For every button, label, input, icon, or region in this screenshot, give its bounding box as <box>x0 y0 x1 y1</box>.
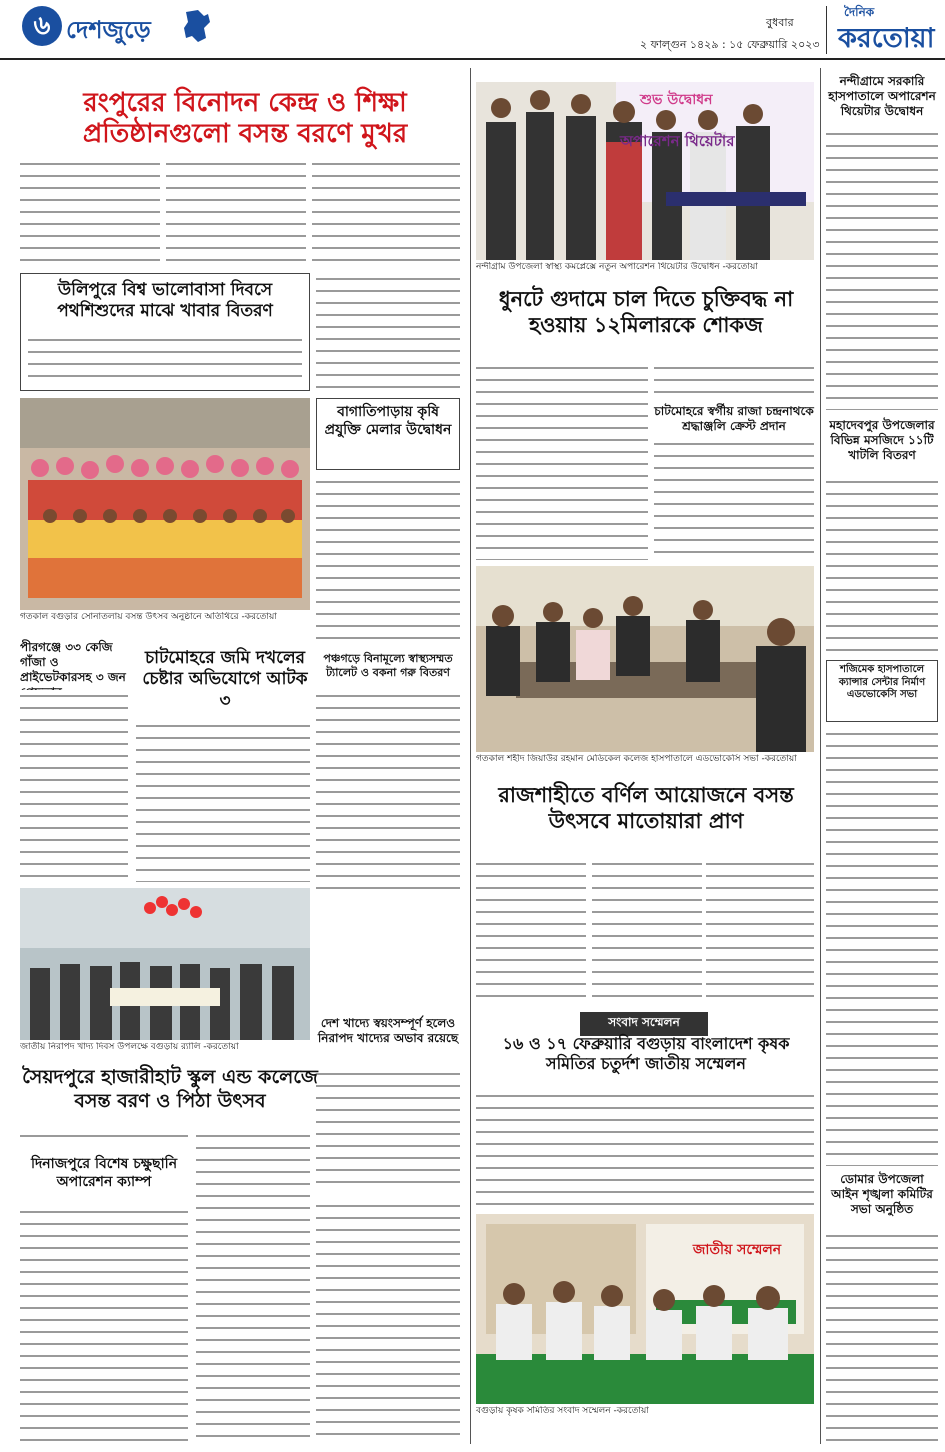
photo-caption: গতকাল বগুড়ার সোনাতলায় বসন্ত উৎসব অনুষ্ঠানে অতিথিরে -করতোয়া <box>20 612 277 622</box>
article-body <box>826 728 938 1166</box>
brand-logo: করতোয়া <box>838 23 935 54</box>
photo-rally <box>20 888 310 1040</box>
headline-chatmohar-land: চাটমোহরে জমি দখলের চেষ্টার অভিযোগে আটক ৩ <box>142 648 308 711</box>
article-body <box>316 273 460 391</box>
headline-krishak-samiti: ১৬ ও ১৭ ফেব্রুয়ারি বগুড়ায় বাংলাদেশ কৃষক সমিতির চতুর্দশ জাতীয় সম্মেলন <box>502 1034 790 1073</box>
headline-ulipur: উলিপুরে বিশ্ব ভালোবাসা দিবসে পথশিশুদের মাঝে খাবার বিতরণ <box>57 280 273 322</box>
page-number: ৬ <box>22 6 62 46</box>
headline-saidpur: সৈয়দপুরে হাজারীহাট স্কুল এন্ড কলেজে বসন্ত বরণ ও পিঠা উৎসব <box>22 1066 318 1112</box>
headline-domar: ডোমার উপজেলা আইন শৃঙ্খলা কমিটির সভা অনুষ্ঠিত <box>831 1172 933 1216</box>
press-banner-text: জাতীয় সম্মেলন <box>692 1242 782 1258</box>
headline-safe-food: দেশ খাদ্যে স্বয়ংসম্পূর্ণ হলেও নিরাপদ খাদ্যের অভাব রয়েছে <box>317 1016 459 1045</box>
photo-caption: নন্দীগ্রাম উপজেলা স্বাস্থ্য কমপ্লেক্সে নতুন অপারেশন থিয়েটার উদ্বোধন -করতোয়া <box>476 262 758 272</box>
article-body <box>592 858 702 1006</box>
brand-prefix: দৈনিক <box>844 5 875 19</box>
article-body <box>316 1200 460 1442</box>
article-body <box>312 158 460 266</box>
section-title: দেশজুড়ে <box>66 16 151 44</box>
photo-advocacy-meeting <box>476 566 814 752</box>
article-body <box>826 1230 938 1442</box>
article-body <box>316 1068 460 1192</box>
article-body <box>476 362 648 560</box>
article-body <box>826 476 938 656</box>
article-body <box>20 158 160 266</box>
photo-basanta-group <box>20 398 310 610</box>
banner-text-small: শুভ উদ্বোধন <box>640 92 713 108</box>
banner-text-big: অপারেশন থিয়েটার <box>620 132 735 150</box>
photo-caption: বগুড়ায় কৃষক সমিতির সংবাদ সম্মেলন -করতোয়া <box>476 1406 649 1416</box>
header-divider <box>826 6 827 54</box>
headline-nandigram: নন্দীগ্রামে সরকারি হাসপাতালে অপারেশন থিয়েটার উদ্বোধন <box>828 74 936 118</box>
headline-pirganj: পীরগঞ্জে ৩৩ কেজি গাঁজা ও প্রাইভেটকারসহ ৩ জন <box>20 640 126 684</box>
headline-mohadevpur: মহাদেবপুর উপজেলার বিভিন্ন মসজিদে ১১টি খাটলি বিতরণ <box>829 418 935 462</box>
headline-dhunat: ধুনটে গুদামে চাল দিতে চুক্তিবদ্ধ না হওয়ায় ১২মিলারকে শোকজ <box>498 287 794 338</box>
headline-chatmohar-king: চাটমোহরে স্বর্গীয় রাজা চন্দ্রনাথকে শ্রদ্ধাঞ্জলি ক্রেস্ট প্রদান <box>654 404 814 433</box>
photo-caption: জাতীয় নিরাপদ খাদ্য দিবস উপলক্ষে বগুড়ায় র‌্যালি -করতোয়া <box>20 1042 239 1052</box>
issue-date: ২ ফাল্গুন ১৪২৯ : ১৫ ফেব্রুয়ারি ২০২৩ <box>640 38 820 51</box>
article-body <box>166 158 306 266</box>
article-body <box>476 858 586 1006</box>
article-body <box>316 476 460 644</box>
article-body <box>20 1206 188 1442</box>
headline-rajshahi: রাজশাহীতে বর্ণিল আয়োজনে বসন্ত উৎসবে মাতোয়ারা প্রাণ <box>498 783 794 834</box>
kicker-press-conference: সংবাদ সম্মেলন <box>580 1012 708 1036</box>
bangladesh-map-icon <box>178 8 214 44</box>
article-body <box>20 690 128 882</box>
headline-dinajpur: দিনাজপুরে বিশেষ চক্ষুছানি অপারেশন ক্যাম্প <box>30 1156 178 1190</box>
article-body <box>136 720 310 882</box>
article-body <box>476 1090 814 1208</box>
headline-shajimek: শজিমেক হাসপাতালে ক্যান্সার সেন্টার নির্মাণ এডভোকেসি সভা <box>838 664 926 700</box>
column-rule <box>470 68 471 1444</box>
weekday: বুধবার <box>766 16 794 29</box>
article-body <box>654 362 814 398</box>
article-body <box>706 858 814 1006</box>
photo-caption: গতকাল শহীদ জিয়াউর রহমান মেডিকেল কলেজ হাসপাতালে এডভোকেসি সভা -করতোয়া <box>476 754 797 764</box>
article-body <box>28 334 302 386</box>
article-body <box>20 1130 188 1146</box>
article-body <box>826 128 938 410</box>
column-rule <box>820 68 821 1444</box>
headline-panchagarh: পঞ্চগড়ে বিনামূল্যে স্বাস্থ্যসম্মত ট্যালেট ও বকনা গরু বিতরণ <box>323 652 453 679</box>
headline-rangpur: রংপুরের বিনোদন কেন্দ্র ও শিক্ষা প্রতিষ্ঠানগুলো বসন্ত বরণে মুখর <box>82 88 408 150</box>
article-body <box>316 690 460 890</box>
article-body <box>196 1130 310 1442</box>
headline-bagatipara: বাগাতিপাড়ায় কৃষি প্রযুক্তি মেলার উদ্বোধন <box>324 404 452 438</box>
article-body <box>654 438 814 560</box>
